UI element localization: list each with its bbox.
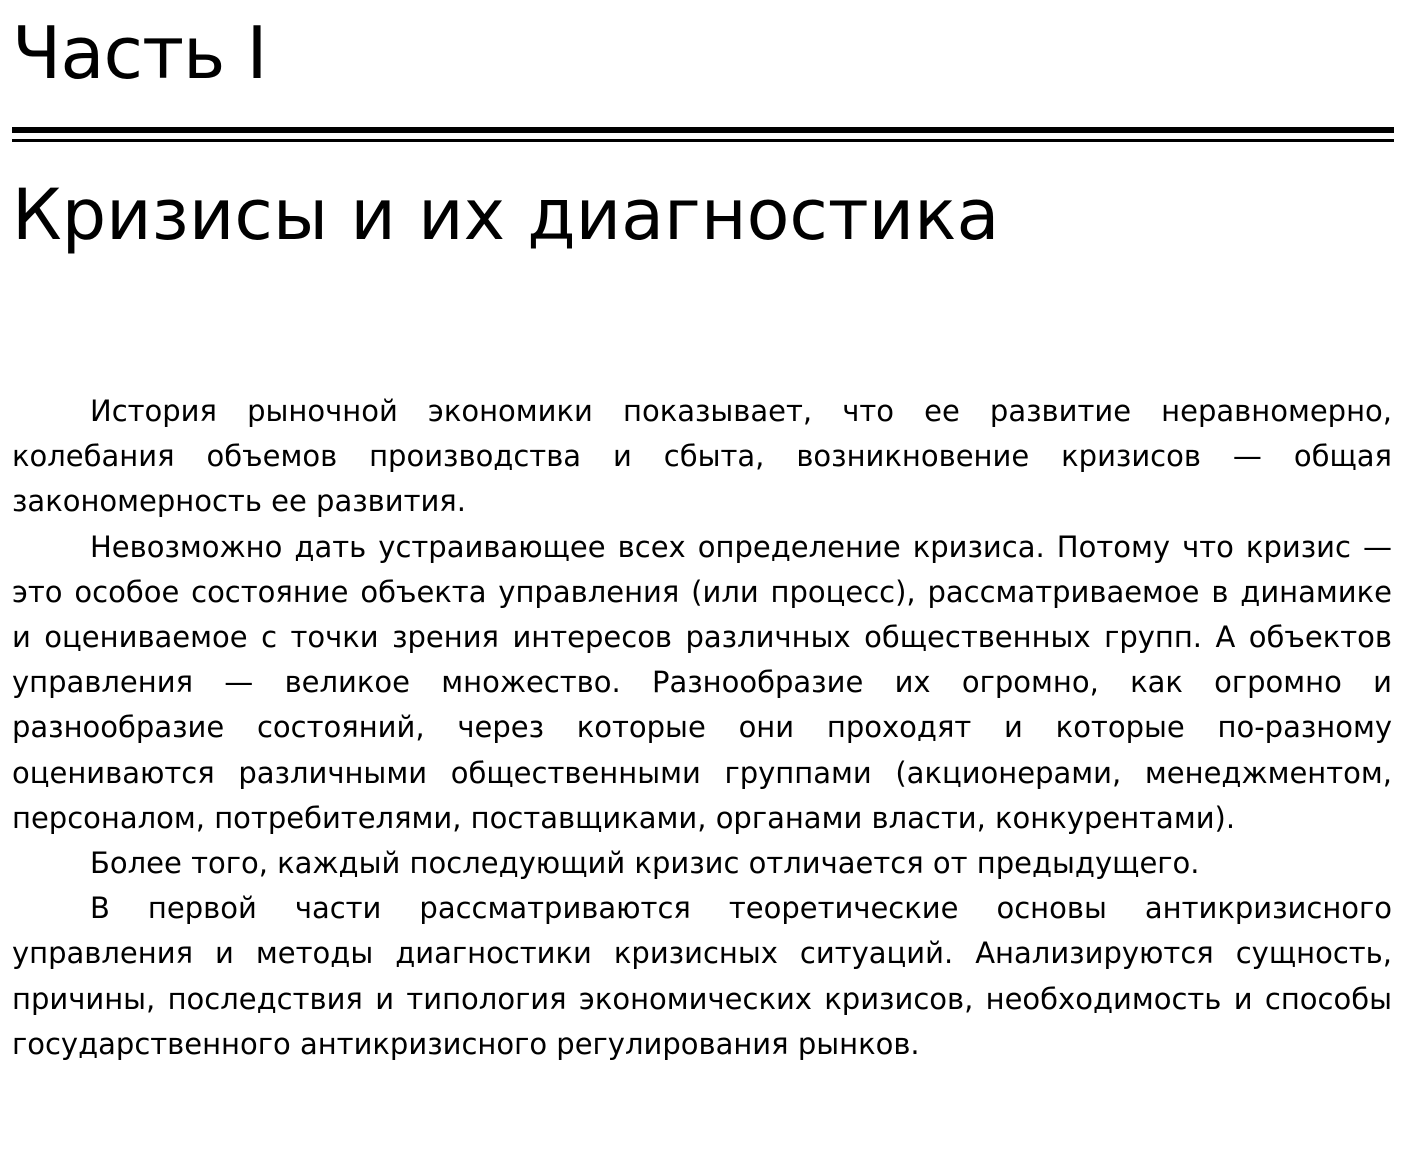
heading-rule-thick [12,127,1394,133]
paragraph: Невозможно дать устраивающее всех определение кризиса. Потому что кризис — это особое состояние объекта управления (или процесс), рассматриваемое в динамике и оцениваемое с точки зрения интересов различных общественных групп. А объектов управления — великое множество. Разнообразие их огромно, как огромно и разнообразие состояний, через которые они проходят и которые по-разному оцениваются различными общественными группами (акционерами, менеджментом, персоналом, потребителями, поставщиками, органами власти, конкурентами). [12,529,1392,835]
paragraph: Более того, каждый последующий кризис отличается от предыдущего. [90,846,1200,881]
paragraph: История рыночной экономики показывает, что ее развитие неравномерно, колебания объемов производства и сбыта, возникновение кризисов — общая закономерность ее развития. [12,394,1392,519]
body-text [12,389,1392,1067]
part-heading: Часть I [12,11,267,95]
paragraph: В первой части рассматриваются теоретические основы антикризисного управления и методы диагностики кризисных ситуаций. Анализируются сущность, причины, последствия и типология экономических кризисов, необходимость и способы государственного антикризисного регулирования рынков. [12,891,1392,1061]
part-title: Кризисы и их диагностика [12,174,1000,256]
heading-rule-thin [12,139,1394,142]
